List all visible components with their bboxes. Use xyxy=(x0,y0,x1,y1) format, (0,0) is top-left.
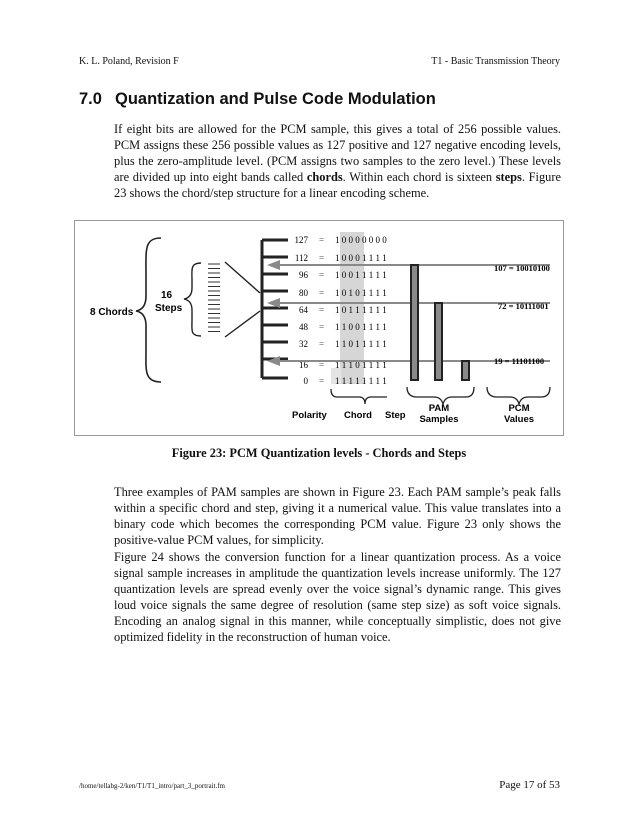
level-code: 1 1 1 1 1 1 1 1 xyxy=(335,376,387,386)
intro-paragraph xyxy=(114,121,561,201)
equals-sign: = xyxy=(319,360,325,370)
footer-file-path: /home/tellabg-2/ken/T1/T1_intro/part_3_portrait.fm xyxy=(79,782,225,790)
level-value: 16 xyxy=(299,360,308,370)
chords-label: 8 Chords xyxy=(90,307,134,318)
term-steps: steps xyxy=(495,170,522,184)
pcm-value: 107 = 10010100 xyxy=(494,263,550,273)
sample-arrows xyxy=(267,260,550,366)
polarity-label: Polarity xyxy=(292,410,327,421)
equals-sign: = xyxy=(319,235,325,245)
level-values xyxy=(295,235,309,386)
equals-sign: = xyxy=(319,339,325,349)
running-header-title: T1 - Basic Transmission Theory xyxy=(431,56,560,67)
section-number: 7.0 xyxy=(79,90,102,108)
intro-text-2: . Within each chord is sixteen xyxy=(342,170,496,184)
pam-label: PAM xyxy=(428,403,450,414)
term-chords: chords xyxy=(306,170,343,184)
section-title: Quantization and Pulse Code Modulation xyxy=(115,90,436,108)
level-code: 1 0 1 0 1 1 1 1 xyxy=(335,288,387,298)
level-value: 0 xyxy=(303,376,308,386)
pam-label: Samples xyxy=(419,414,459,425)
level-code: 1 0 0 1 1 1 1 1 xyxy=(335,270,387,280)
figure-caption: Figure 23: PCM Quantization levels - Chords and Steps xyxy=(171,446,467,460)
equals-sign: = xyxy=(319,305,325,315)
pcm-brace xyxy=(487,387,550,404)
linear-quantization-paragraph: Figure 24 shows the conversion function for a linear quantization process. As a voice signal sample increases in amplitude the quantization levels increase uniformly. The 127 quantization levels are spread evenly over the voice signal’s dynamic range. This gives loud voice signals the same degree of resolution (same step size) as soft voice signals. Encoding an analog signal in this manner, while conceptually simplistic, does not give optimized fidelity in the reconstruction of human voice. xyxy=(114,550,561,644)
level-code: 1 1 0 1 1 1 1 1 xyxy=(335,339,387,349)
polarity-brace xyxy=(331,389,387,404)
level-value: 48 xyxy=(299,322,308,332)
pam-samples-paragraph: Three examples of PAM samples are shown in Figure 23. Each PAM sample’s peak falls within a specific chord and step, giving it a numerical value. This value translates into a binary code which becomes the corresponding PCM value. Figure 23 only shows the positive-value PCM values, for simplicity. xyxy=(114,485,561,547)
intro-text-3: . Figure 23 shows the chord/step structure for a linear encoding scheme. xyxy=(114,170,562,200)
level-code: 1 0 0 0 0 0 0 0 xyxy=(335,235,387,245)
level-value: 32 xyxy=(299,339,308,349)
section-heading xyxy=(79,90,436,109)
steps-label-number: 16 xyxy=(161,290,173,301)
steps-brace xyxy=(184,263,201,336)
pam-sample-bar xyxy=(435,303,442,380)
pcm-label: PCM xyxy=(508,403,530,414)
level-value: 112 xyxy=(294,253,308,263)
pcm-value: 19 = 11101100 xyxy=(494,356,545,366)
level-code: 1 1 0 0 1 1 1 1 xyxy=(335,322,387,332)
footer-page-number: Page 17 of 53 xyxy=(499,779,560,791)
equals-sign: = xyxy=(319,322,325,332)
pam-sample-bar xyxy=(462,361,469,380)
level-value: 127 xyxy=(294,235,308,245)
running-header-author: K. L. Poland, Revision F xyxy=(79,56,179,67)
equals-sign: = xyxy=(319,288,325,298)
pcm-value: 72 = 10111001 xyxy=(498,301,549,311)
step-label: Step xyxy=(385,410,406,421)
pam-sample-bar xyxy=(411,265,418,380)
level-code: 1 1 1 0 1 1 1 1 xyxy=(335,360,387,370)
pam-brace xyxy=(407,387,474,404)
equals-sign: = xyxy=(319,253,325,263)
level-equals xyxy=(319,235,324,386)
level-value: 64 xyxy=(299,305,308,315)
level-value: 80 xyxy=(299,288,308,298)
intro-text-1: If eight bits are allowed for the PCM sample, this gives a total of 256 possible values. PCM assigns these 256 possible values as 127 positive and 127 negative encoding levels, plus the zero-amplitude level. (PCM assigns two samples to the zero level.) These levels are divided up into eight bands called xyxy=(114,122,561,184)
chord-ladder xyxy=(262,240,288,378)
steps-label-word: Steps xyxy=(155,303,183,314)
level-value: 96 xyxy=(299,270,308,280)
pcm-quantization-diagram xyxy=(74,220,564,436)
level-code: 1 0 1 1 1 1 1 1 xyxy=(335,305,387,315)
level-codes xyxy=(335,235,387,386)
equals-sign: = xyxy=(319,376,325,386)
chord-label: Chord xyxy=(344,410,372,421)
step-ticks xyxy=(208,264,220,332)
pcm-label: Values xyxy=(503,414,535,425)
level-code: 1 0 0 0 1 1 1 1 xyxy=(335,253,387,263)
zoom-line-bottom xyxy=(225,311,260,337)
zoom-line-top xyxy=(225,262,260,293)
equals-sign: = xyxy=(319,270,325,280)
